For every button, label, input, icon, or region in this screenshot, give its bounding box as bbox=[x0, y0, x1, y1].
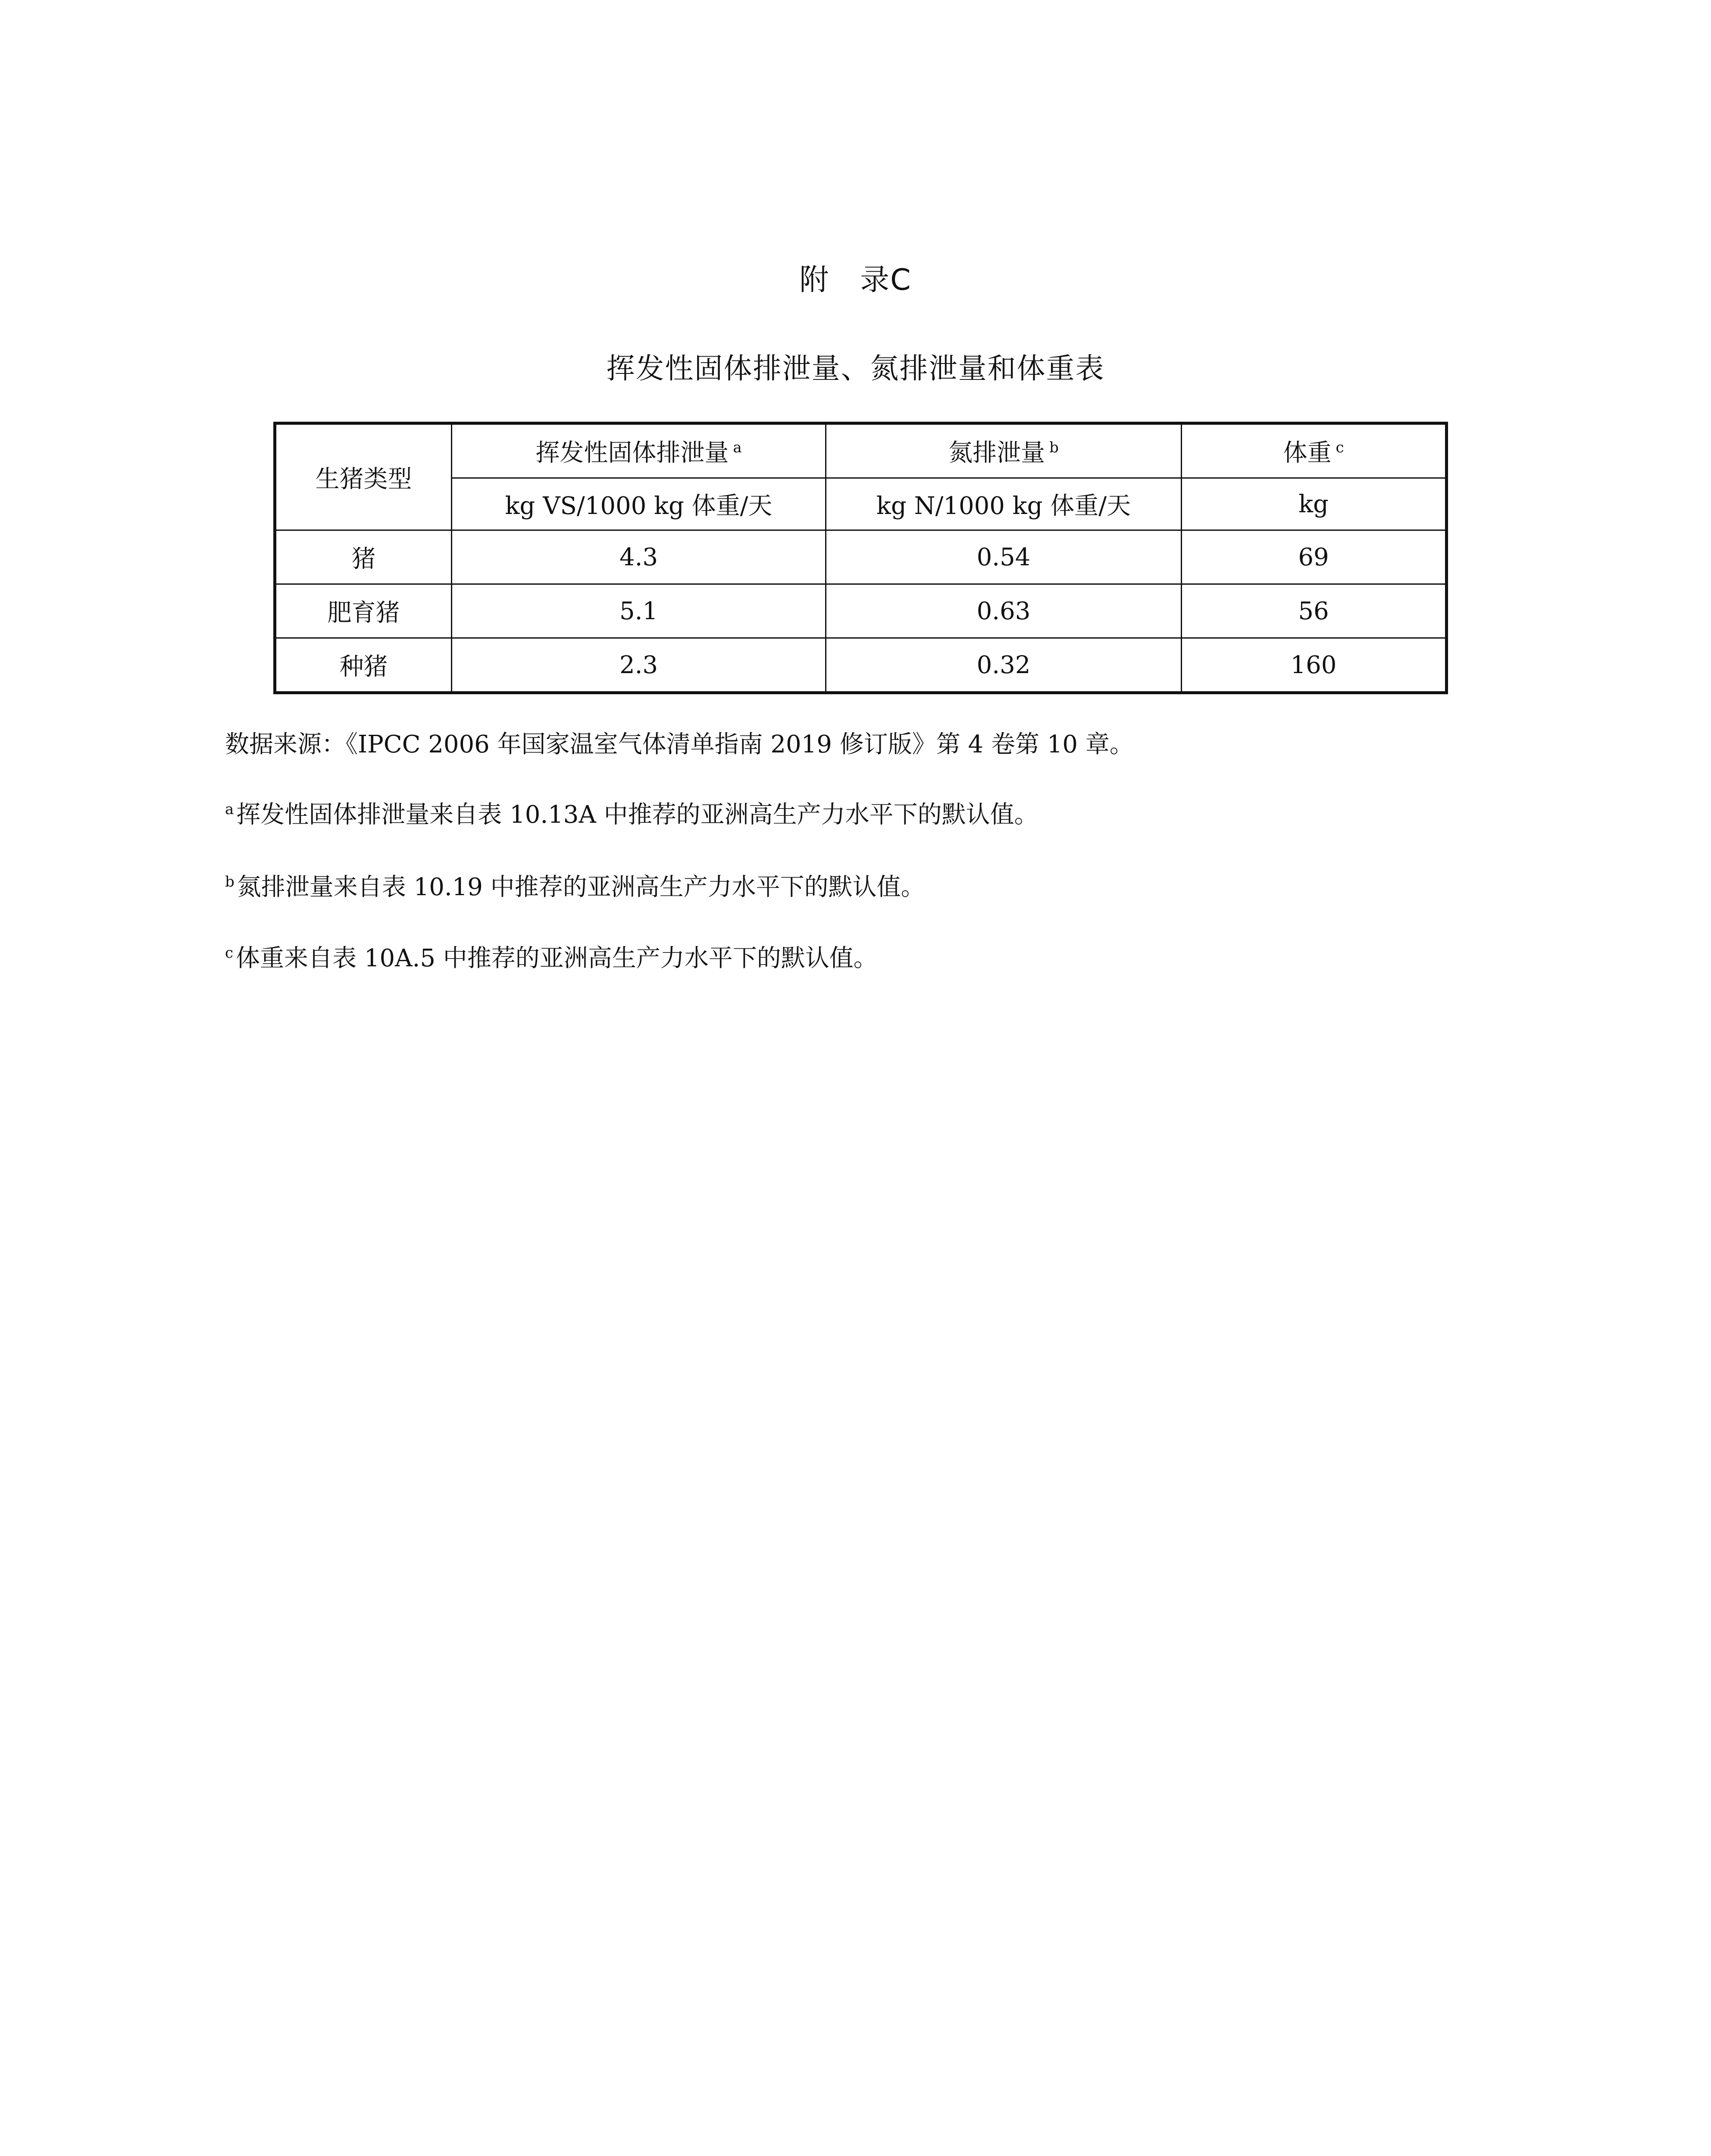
cell-n: 0.32 bbox=[826, 638, 1182, 693]
cell-weight: 56 bbox=[1182, 584, 1447, 638]
footnote-mark-b: b bbox=[1049, 439, 1059, 457]
cell-n: 0.63 bbox=[826, 584, 1182, 638]
cell-weight: 160 bbox=[1182, 638, 1447, 693]
header-weight-label: 体重 bbox=[1283, 439, 1332, 467]
source-note: 数据来源：《IPCC 2006 年国家温室气体清单指南 2019 修订版》第 4 卷第 10 章。 bbox=[225, 730, 1134, 758]
header-vs-label: 挥发性固体排泄量 bbox=[535, 439, 729, 467]
footnote-c-text: 体重来自表 10A.5 中推荐的亚洲高生产力水平下的默认值。 bbox=[236, 944, 878, 972]
footnote-mark-a: a bbox=[733, 439, 742, 457]
footnote-b-mark: b bbox=[225, 873, 235, 891]
cell-type: 种猪 bbox=[275, 638, 452, 693]
footnote-a bbox=[225, 798, 1038, 832]
table-row bbox=[275, 530, 1447, 584]
data-table bbox=[273, 422, 1448, 694]
footnote-b-text: 氮排泄量来自表 10.19 中推荐的亚洲高生产力水平下的默认值。 bbox=[237, 873, 925, 901]
footnote-b bbox=[225, 870, 925, 905]
header-n-label: 氮排泄量 bbox=[948, 439, 1045, 467]
cell-type: 肥育猪 bbox=[275, 584, 452, 638]
cell-type: 猪 bbox=[275, 530, 452, 584]
table-title: 挥发性固体排泄量、氮排泄量和体重表 bbox=[606, 352, 1105, 385]
appendix-label: 附 录C bbox=[799, 263, 912, 297]
cell-vs: 5.1 bbox=[452, 584, 826, 638]
unit-vs: kg VS/1000 kg 体重/天 bbox=[452, 478, 826, 530]
header-pig-type: 生猪类型 bbox=[275, 423, 452, 530]
unit-weight: kg bbox=[1182, 478, 1447, 530]
header-vs-excretion bbox=[452, 423, 826, 478]
footnote-c-mark: c bbox=[225, 944, 234, 962]
cell-vs: 4.3 bbox=[452, 530, 826, 584]
table-row bbox=[275, 584, 1447, 638]
footnote-a-mark: a bbox=[225, 801, 234, 818]
cell-vs: 2.3 bbox=[452, 638, 826, 693]
header-n-excretion bbox=[826, 423, 1182, 478]
footnote-a-text: 挥发性固体排泄量来自表 10.13A 中推荐的亚洲高生产力水平下的默认值。 bbox=[236, 801, 1038, 829]
header-body-weight bbox=[1182, 423, 1447, 478]
cell-weight: 69 bbox=[1182, 530, 1447, 584]
footnote-c bbox=[225, 941, 878, 976]
table-header-row bbox=[275, 423, 1447, 478]
table-row bbox=[275, 638, 1447, 693]
footnote-mark-c: c bbox=[1336, 439, 1344, 457]
unit-n: kg N/1000 kg 体重/天 bbox=[826, 478, 1182, 530]
cell-n: 0.54 bbox=[826, 530, 1182, 584]
